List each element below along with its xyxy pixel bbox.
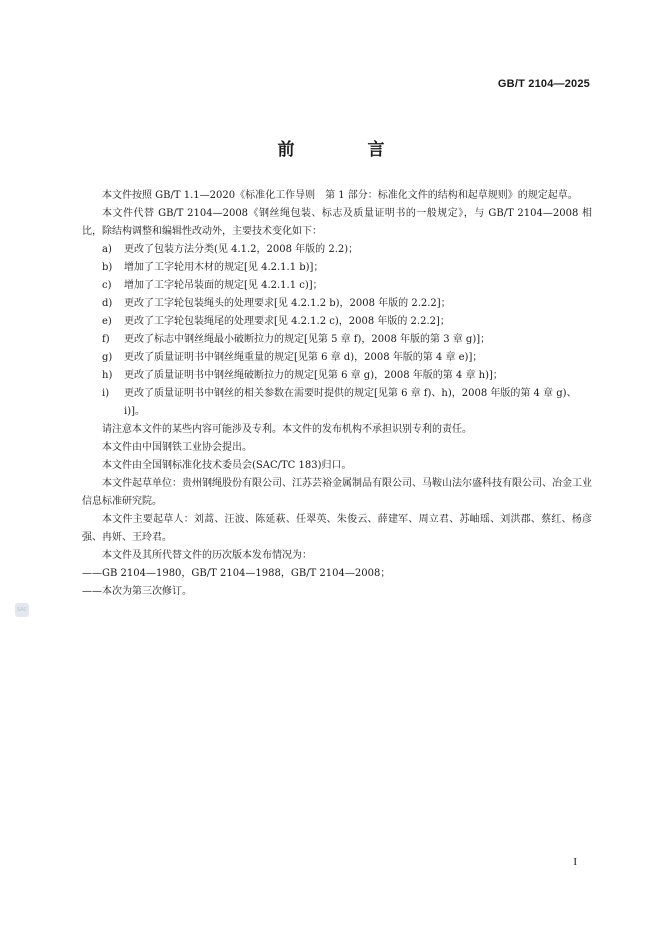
standard-code: GB/T 2104—2025: [497, 78, 590, 90]
list-item: [82, 349, 592, 367]
list-marker: e): [102, 316, 112, 327]
list-item: [82, 313, 592, 331]
list-text: 更改了质量证明书中钢丝绳破断拉力的规定[见第 6 章 g)，2008 年版的第 4 章 h)]；: [124, 370, 503, 381]
list-marker: c): [102, 280, 112, 291]
list-text: 更改了包装方法分类(见 4.1.2，2008 年版的 2.2)；: [124, 244, 359, 255]
list-marker: a): [102, 244, 112, 255]
history-item: ——本次为第三次修订。: [82, 586, 192, 597]
list-marker: g): [102, 352, 113, 363]
drafting-units: 本文件起草单位：贵州钢绳股份有限公司、江苏芸裕金属制品有限公司、马鞍山法尔盛科技有限公司、冶金工业信息标准研究院。: [82, 478, 592, 507]
list-item: [82, 259, 592, 277]
intro-paragraph: 本文件按照 GB/T 1.1—2020《标准化工作导则 第 1 部分：标准化文件的结构和起草规则》的规定起草。: [102, 190, 578, 201]
drafters: 本文件主要起草人：刘蒿、汪波、陈延萩、任翠英、朱俊云、薛建军、周立君、苏岫瑶、刘洪郡、蔡红、杨彦强、冉妍、王玲君。: [82, 514, 592, 543]
list-text: 更改了质量证明书中钢丝绳重量的规定[见第 6 章 d)，2008 年版的第 4 章 e)]；: [124, 352, 483, 363]
list-text: 增加了工字轮用木材的规定[见 4.2.1.1 b)]；: [124, 262, 324, 273]
page-number: I: [573, 856, 577, 868]
patent-notice: 请注意本文件的某些内容可能涉及专利。本文件的发布机构不承担识别专利的责任。: [102, 424, 472, 435]
list-marker: f): [102, 334, 110, 345]
history-intro: 本文件及其所代替文件的历次版本发布情况为：: [102, 550, 312, 561]
list-text: 增加了工字轮吊装面的规定[见 4.2.1.1 c)]；: [124, 280, 323, 291]
centralized-by: 本文件由全国钢标准化技术委员会(SAC/TC 183)归口。: [102, 460, 352, 471]
list-marker: d): [102, 298, 113, 309]
list-marker: h): [102, 370, 113, 381]
list-text: 更改了标志中钢丝绳最小破断拉力的规定[见第 5 章 f)，2008 年版的第 3 章 g)]；: [124, 334, 491, 345]
history-item: ——GB 2104—1980，GB/T 2104—1988，GB/T 2104—2008；: [82, 568, 391, 579]
list-marker: b): [102, 262, 113, 273]
list-item: [82, 367, 592, 385]
list-text: 更改了工字轮包装绳头的处理要求[见 4.2.1.2 b)，2008 年版的 2.2.2]；: [124, 298, 451, 309]
proposed-by: 本文件由中国钢铁工业协会提出。: [102, 442, 252, 453]
document-body: [82, 187, 592, 601]
sac-watermark-icon: SAC: [15, 603, 29, 617]
list-text: 更改了工字轮包装绳尾的处理要求[见 4.2.1.2 c)，2008 年版的 2.2.2]；: [124, 316, 450, 327]
list-text: 更改了质量证明书中钢丝的相关参数在需要时提供的规定[见第 6 章 f)、h)，2008 年版的第 4 章 g)、i)]。: [124, 388, 577, 417]
list-item: [82, 277, 592, 295]
replacement-paragraph: 本文件代替 GB/T 2104—2008《钢丝绳包装、标志及质量证明书的一般规定》，与 GB/T 2104—2008 相比，除结构调整和编辑性改动外，主要技术变化如下：: [82, 208, 592, 237]
changes-list: [82, 241, 592, 421]
list-item: [82, 241, 592, 259]
list-item: [82, 295, 592, 313]
list-item: [82, 385, 592, 421]
list-marker: i): [102, 388, 110, 399]
page-title: 前 言: [277, 140, 413, 160]
list-item: [82, 331, 592, 349]
